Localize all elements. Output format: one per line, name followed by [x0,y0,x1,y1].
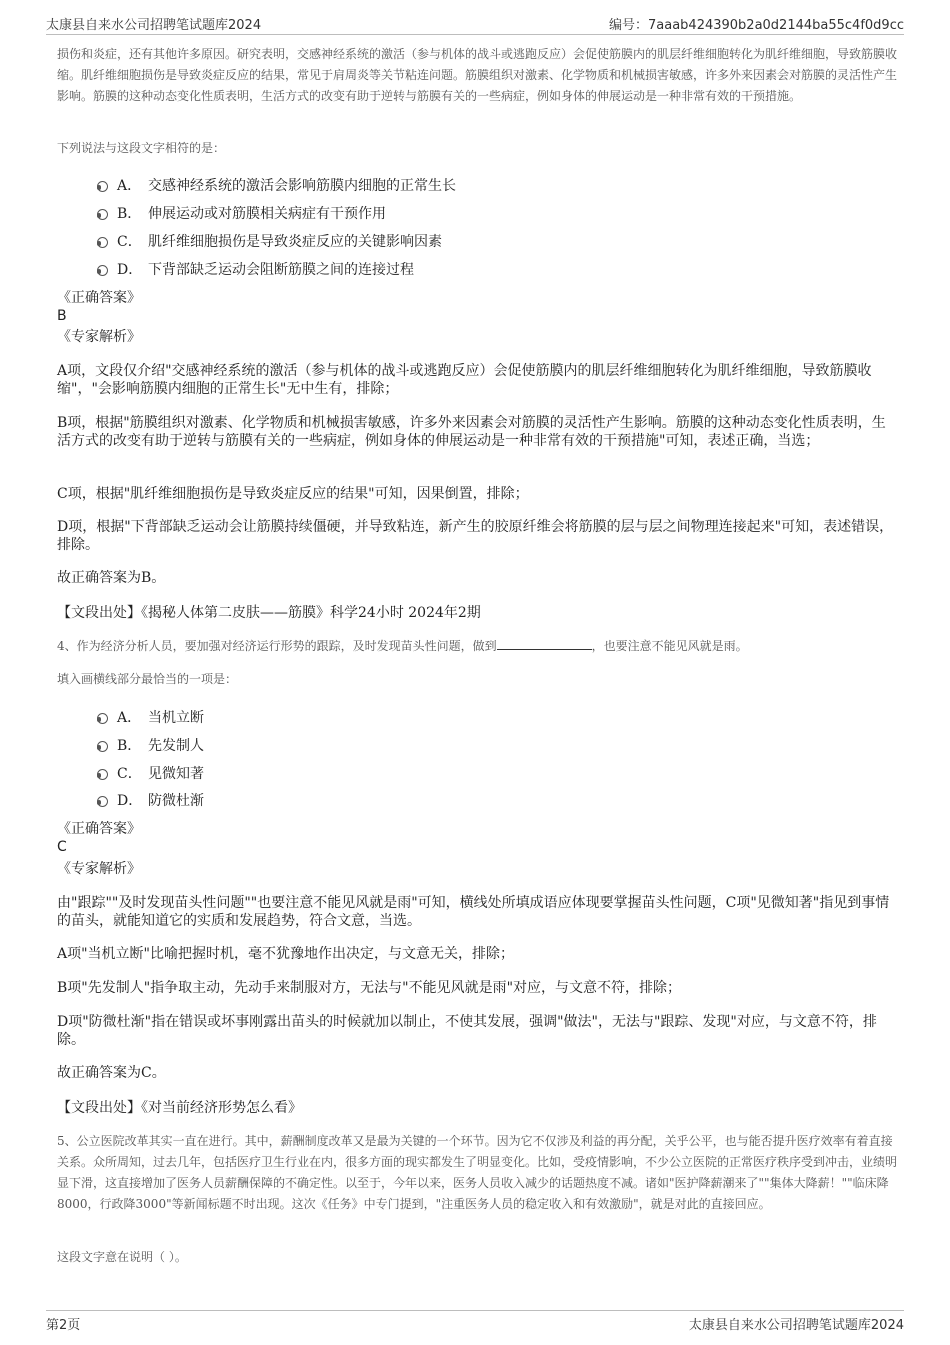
q4-analysis-b: B项"先发制人"指争取主动，先动手来制服对方，无法与"不能见风就是雨"对应，与文意不符，排除； [57,980,682,996]
radio-icon[interactable] [97,237,108,248]
radio-icon[interactable] [97,265,108,276]
q3-analysis-b: B项，根据"筋膜组织对激素、化学物质和机械损害敏感，许多外来因素会对筋膜的灵活性产生影响。筋膜的这种动态变化性质表明，生活方式的改变有助于逆转与筋膜有关的一些病症，例如身体的伸展运动是一种非常有效的干预措施"可知，表述正确，当选； [57,415,886,449]
footer-title: 太康县自来水公司招聘笔试题库2024 [688,1318,904,1333]
radio-icon[interactable] [97,769,108,780]
q3-answer: B [57,308,67,324]
radio-icon[interactable] [97,713,108,724]
q3-passage: 损伤和炎症，还有其他许多原因。研究表明，交感神经系统的激活（参与机体的战斗或逃跑反应）会促使筋膜内的肌层纤维细胞转化为肌纤维细胞，导致筋膜收缩。肌纤维细胞损伤是导致炎症反应的结果，常见于肩周炎等关节粘连问题。筋膜组织对激素、化学物质和机械损害敏感，许多外来因素会对筋膜的灵活性产生影响。筋膜的这种动态变化性质表明，生活方式的改变有助于逆转与筋膜有关的一些病症，例如身体的伸展运动是一种非常有效的干预措施。 [57,47,898,103]
q3-analysis-c: C项，根据"肌纤维细胞损伤是导致炎症反应的结果"可知，因果倒置，排除； [57,486,529,502]
radio-icon[interactable] [97,181,108,192]
fill-in-blank[interactable] [497,637,592,650]
q4-conclusion: 故正确答案为C。 [57,1065,166,1081]
q4-answer: C [57,839,67,855]
header-title: 太康县自来水公司招聘笔试题库2024 [46,18,262,33]
q4-analysis-a: A项"当机立断"比喻把握时机，毫不犹豫地作出决定，与文意无关，排除； [57,946,514,962]
q3-answer-label: 《正确答案》 [57,290,141,306]
q3-source: 【文段出处】《揭秘人体第二皮肤——筋膜》科学24小时 2024年2期 [57,605,481,621]
q4-stem: 4、作为经济分析人员，要加强对经济运行形势的跟踪，及时发现苗头性问题，做到 ，也要注意不能见风就是雨。 [57,639,748,653]
q4-analysis-d: D项"防微杜渐"指在错误或坏事刚露出苗头的时候就加以制止，不使其发展，强调"做法"，无法与"跟踪、发现"对应，与文意不符，排除。 [57,1014,877,1048]
q4-source: 【文段出处】《对当前经济形势怎么看》 [57,1100,302,1116]
q3-analysis-a: A项，文段仅介绍"交感神经系统的激活（参与机体的战斗或逃跑反应）会促使筋膜内的肌层纤维细胞转化为肌纤维细胞，导致筋膜收缩"，"会影响筋膜内细胞的正常生长"无中生有，排除； [57,363,872,397]
document-id: 编号：7aaab424390b2a0d2144ba55c4f0d9cc [609,18,904,33]
radio-icon[interactable] [97,741,108,752]
q4-analysis-label: 《专家解析》 [57,861,141,877]
q4-prompt: 填入画横线部分最恰当的一项是： [57,672,238,686]
radio-icon[interactable] [97,796,108,807]
q5-prompt: 这段文字意在说明（ ）。 [57,1250,187,1264]
q4-analysis-c: 由"跟踪""及时发现苗头性问题""也要注意不能见风就是雨"可知，横线处所填成语应体现要掌握苗头性问题，C项"见微知著"指见到事情的苗头，就能知道它的实质和发展趋势，符合文意，当选。 [57,895,890,929]
q5-stem: 5、公立医院改革其实一直在进行。其中，薪酬制度改革又是最为关键的一个环节。因为它不仅涉及利益的再分配，关乎公平，也与能否提升医疗效率有着直接关系。众所周知，过去几年，包括医疗卫生行业在内，很多方面的现实都发生了明显变化。比如，受疫情影响，不少公立医院的正常医疗秩序受到冲击，业绩明显下滑，这直接增加了医务人员薪酬保障的不确定性。以至于，今年以来，医务人员收入减少的话题热度不减。诸如"医护降薪潮来了""集体大降薪！""临床降8000，行政降3000"等新闻标题不时出现。这次《任务》中专门提到，"注重医务人员的稳定收入和有效激励"，就是对此的直接回应。 [57,1134,898,1211]
q3-conclusion: 故正确答案为B。 [57,570,166,586]
q3-analysis-label: 《专家解析》 [57,329,141,345]
page-number: 第2页 [46,1318,81,1333]
page-footer [46,1310,904,1333]
page-header [46,12,904,35]
q3-analysis-d: D项，根据"下背部缺乏运动会让筋膜持续僵硬，并导致粘连，新产生的胶原纤维会将筋膜的层与层之间物理连接起来"可知，表述错误，排除。 [57,519,894,553]
q4-answer-label: 《正确答案》 [57,821,141,837]
radio-icon[interactable] [97,209,108,220]
q3-prompt: 下列说法与这段文字相符的是： [57,141,226,155]
